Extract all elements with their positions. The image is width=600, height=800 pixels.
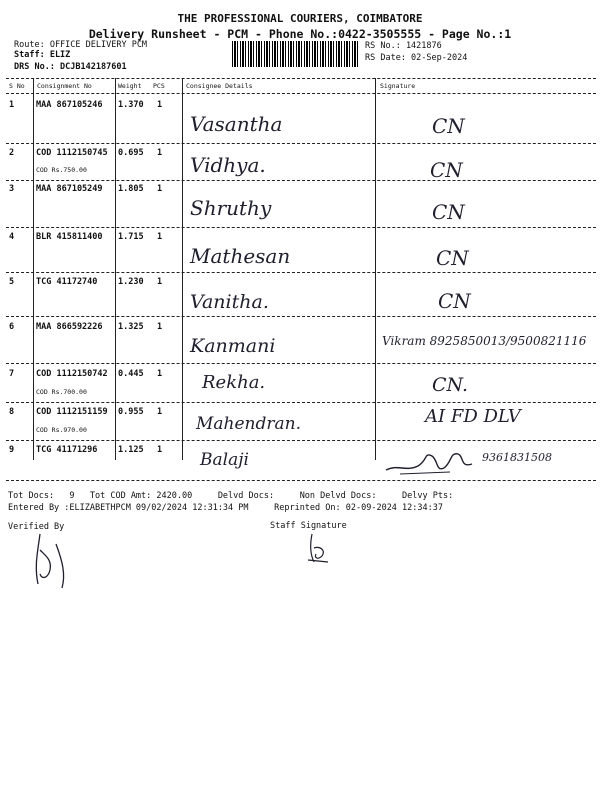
- row-weight: 0.695: [118, 148, 144, 158]
- col-consignee: Consignee Details: [186, 82, 253, 90]
- row-weight: 0.955: [118, 407, 144, 417]
- handwritten-consignee: Kanmani: [190, 335, 276, 357]
- row-sno: 7: [9, 369, 15, 379]
- rs-date: RS Date: 02-Sep-2024: [365, 53, 468, 63]
- verifier-signature: [22, 530, 82, 590]
- route-label: Route: OFFICE DELIVERY PCM: [14, 40, 148, 50]
- verified-by-label: Verified By: [8, 522, 65, 532]
- handwritten-signature: CN: [432, 114, 465, 138]
- company-title: THE PROFESSIONAL COURIERS, COIMBATORE: [177, 12, 423, 25]
- row-pcs: 1: [157, 407, 163, 417]
- handwritten-signature: AI FD DLV: [425, 406, 521, 427]
- row-pcs: 1: [157, 148, 163, 158]
- row-cod-amount: COD Rs.700.00: [36, 388, 87, 396]
- row-weight: 0.445: [118, 369, 144, 379]
- handwritten-consignee: Vidhya.: [190, 153, 266, 177]
- row-consignment: MAA 866592226: [36, 322, 103, 332]
- barcode: [232, 41, 358, 67]
- row-consignment: COD 1112150742: [36, 369, 108, 379]
- handwritten-signature: CN.: [432, 374, 468, 396]
- row-pcs: 1: [157, 277, 163, 287]
- rs-number: RS No.: 1421876: [365, 41, 442, 51]
- row-consignment: COD 1112151159: [36, 407, 108, 417]
- row-weight: 1.125: [118, 445, 144, 455]
- drs-number: DRS No.: DCJB142187601: [14, 62, 127, 72]
- row-sno: 4: [9, 232, 15, 242]
- col-weight: Weight: [118, 82, 142, 90]
- col-signature: Signature: [380, 82, 416, 90]
- totals-line: Tot Docs: 9 Tot COD Amt: 2420.00 Delvd Docs: Non Delvd Docs: Delvy Pts:: [8, 491, 454, 501]
- handwritten-consignee: Rekha.: [202, 372, 266, 393]
- row-pcs: 1: [157, 100, 163, 110]
- col-sno: S No: [9, 82, 25, 90]
- row-pcs: 1: [157, 369, 163, 379]
- staff-signature: [304, 530, 334, 566]
- entered-by-line: Entered By :ELIZABETHPCM 09/02/2024 12:31:34 PM Reprinted On: 02-09-2024 12:34:37: [8, 503, 443, 513]
- row-pcs: 1: [157, 184, 163, 194]
- row-sno: 2: [9, 148, 15, 158]
- handwritten-consignee: Shruthy: [190, 196, 272, 220]
- staff-signature-label: Staff Signature: [270, 521, 347, 531]
- signature-scribble: [380, 444, 480, 478]
- row-weight: 1.325: [118, 322, 144, 332]
- handwritten-signature: 9361831508: [482, 451, 552, 464]
- row-consignment: TCG 41172740: [36, 277, 98, 287]
- row-consignment: BLR 415811400: [36, 232, 103, 242]
- row-cod-amount: COD Rs.970.00: [36, 426, 87, 434]
- row-weight: 1.805: [118, 184, 144, 194]
- row-weight: 1.230: [118, 277, 144, 287]
- row-pcs: 1: [157, 232, 163, 242]
- runsheet-subtitle: Delivery Runsheet - PCM - Phone No.:0422-3505555 - Page No.:1: [88, 27, 512, 41]
- handwritten-consignee: Balaji: [200, 450, 249, 470]
- row-sno: 6: [9, 322, 15, 332]
- row-sno: 8: [9, 407, 15, 417]
- handwritten-consignee: Vasantha: [190, 112, 283, 136]
- row-sno: 5: [9, 277, 15, 287]
- handwritten-signature: CN: [432, 200, 465, 224]
- row-sno: 9: [9, 445, 15, 455]
- handwritten-consignee: Vanitha.: [190, 291, 269, 313]
- row-sno: 1: [9, 100, 15, 110]
- handwritten-signature: CN: [438, 289, 471, 313]
- handwritten-signature: CN: [430, 158, 463, 182]
- col-consignment: Consignment No: [37, 82, 92, 90]
- row-consignment: COD 1112150745: [36, 148, 108, 158]
- row-consignment: TCG 41171296: [36, 445, 98, 455]
- row-cod-amount: COD Rs.750.00: [36, 166, 87, 174]
- row-pcs: 1: [157, 445, 163, 455]
- handwritten-consignee: Mahendran.: [196, 414, 301, 434]
- handwritten-consignee: Mathesan: [190, 244, 291, 268]
- handwritten-signature: Vikram 8925850013/9500821116: [382, 334, 587, 348]
- table-top-rule: [6, 78, 596, 79]
- handwritten-signature: CN: [436, 246, 469, 270]
- row-consignment: MAA 867105246: [36, 100, 103, 110]
- row-pcs: 1: [157, 322, 163, 332]
- row-consignment: MAA 867105249: [36, 184, 103, 194]
- row-sno: 3: [9, 184, 15, 194]
- row-weight: 1.370: [118, 100, 144, 110]
- col-pcs: PCS: [153, 82, 165, 90]
- row-weight: 1.715: [118, 232, 144, 242]
- header-rule: [6, 93, 596, 94]
- staff-label: Staff: ELIZ: [14, 50, 71, 60]
